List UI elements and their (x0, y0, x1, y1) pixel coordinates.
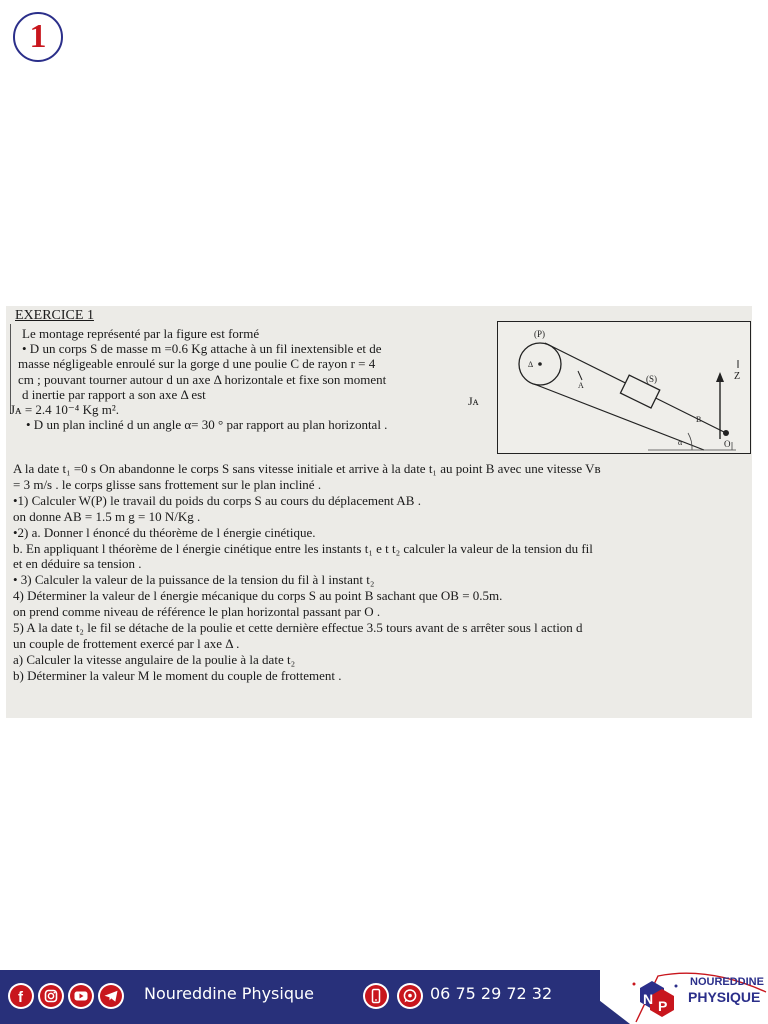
svg-text:N: N (643, 991, 654, 1007)
body-line: 4) Déterminer la valeur de l énergie mécanique du corps S au point B sachant que OB = 0.5m. (13, 588, 503, 604)
axis-label: Δ (528, 360, 534, 369)
whatsapp-icon[interactable] (397, 983, 423, 1009)
angle-arc (688, 433, 692, 450)
phone-icon[interactable] (363, 983, 389, 1009)
inertia-symbol: Jᴀ (468, 394, 479, 408)
body-line: b. En appliquant l théorème de l énergie cinétique entre les instants t₁ e t t₂ calculer la valeur de la tension du fil (13, 540, 593, 556)
body-label: (S) (646, 374, 657, 384)
page-number-badge (13, 12, 63, 62)
intro-line: • D un corps S de masse m =0.6 Kg attache à un fil inextensible et de (22, 341, 382, 357)
body-line: on prend comme niveau de référence le plan horizontal passant par O . (13, 604, 381, 620)
intro-line: d inertie par rapport a son axe Δ est (22, 386, 206, 402)
intro-line: masse négligeable enroulé sur la gorge d une poulie C de rayon r = 4 (18, 356, 376, 372)
svg-text:f: f (18, 989, 23, 1006)
z-axis-arrow (716, 372, 724, 382)
margin-line (10, 324, 11, 414)
point-a-tick (578, 371, 582, 380)
body-line: on donne AB = 1.5 m g = 10 N/Kg . (13, 508, 201, 524)
point-a-label: A (578, 381, 584, 390)
svg-text:P: P (658, 998, 668, 1014)
point-b-label: B (696, 415, 702, 424)
body-line: •2) a. Donner l énoncé du théorème de l énergie cinétique. (13, 524, 316, 540)
inclined-plane-figure (497, 321, 751, 454)
body-line: 5) A la date t₂ le fil se détache de la poulie et cette dernière effectue 3.5 tours avant de s arrêter sous l action d (13, 620, 583, 636)
intro-line: • D un plan incliné d un angle α= 30 ° par rapport au plan horizontal . (26, 417, 388, 433)
body-line: •1) Calculer W(P) le travail du poids du corps S au cours du déplacement AB . (13, 492, 421, 508)
body-line: a) Calculer la vitesse angulaire de la poulie à la date t₂ (13, 651, 296, 667)
footer-phone: 06 75 29 72 32 (430, 984, 553, 1003)
point-o (723, 430, 729, 436)
intro-line: Jᴀ = 2.4 10⁻⁴ Kg m². (10, 402, 119, 418)
brand-name-line2: PHYSIQUE (688, 989, 761, 1005)
intro-line: cm ; pouvant tourner autour d un axe Δ horizontale et fixe son moment (18, 371, 387, 387)
youtube-icon[interactable] (68, 983, 94, 1009)
body-line: = 3 m/s . le corps glisse sans frottement sur le plan incliné . (13, 476, 322, 492)
exercise-scan (6, 306, 752, 718)
pulley-axis (538, 362, 542, 366)
pulley-label: (P) (534, 329, 545, 339)
footer-name: Noureddine Physique (144, 984, 314, 1003)
body-line: b) Déterminer la valeur M le moment du couple de frottement . (13, 667, 342, 683)
exercise-body (13, 461, 751, 684)
facebook-icon[interactable] (8, 983, 34, 1009)
z-axis-label: Z (734, 371, 741, 382)
origin-label: O (724, 439, 731, 449)
intro-line: Le montage représenté par la figure est formé (22, 326, 260, 341)
body-line: un couple de frottement exercé par l axe Δ . (13, 635, 240, 651)
exercise-title: EXERCICE 1 (15, 308, 94, 323)
brand-name-line1: NOUREDDINE (690, 976, 764, 988)
telegram-icon[interactable] (98, 983, 124, 1009)
page-number: 1 (29, 18, 47, 55)
angle-label: α (678, 438, 683, 447)
exercise-intro (10, 326, 498, 433)
body-line: et en déduire sa tension . (13, 556, 142, 572)
body-line: A la date t₁ =0 s On abandonne le corps S sans vitesse initiale et arrive à la date t₁ au point B avec une vitesse Vʙ (13, 461, 601, 476)
body-line: • 3) Calculer la valeur de la puissance de la tension du fil à l instant t₂ (13, 572, 375, 588)
instagram-icon[interactable] (38, 983, 64, 1009)
